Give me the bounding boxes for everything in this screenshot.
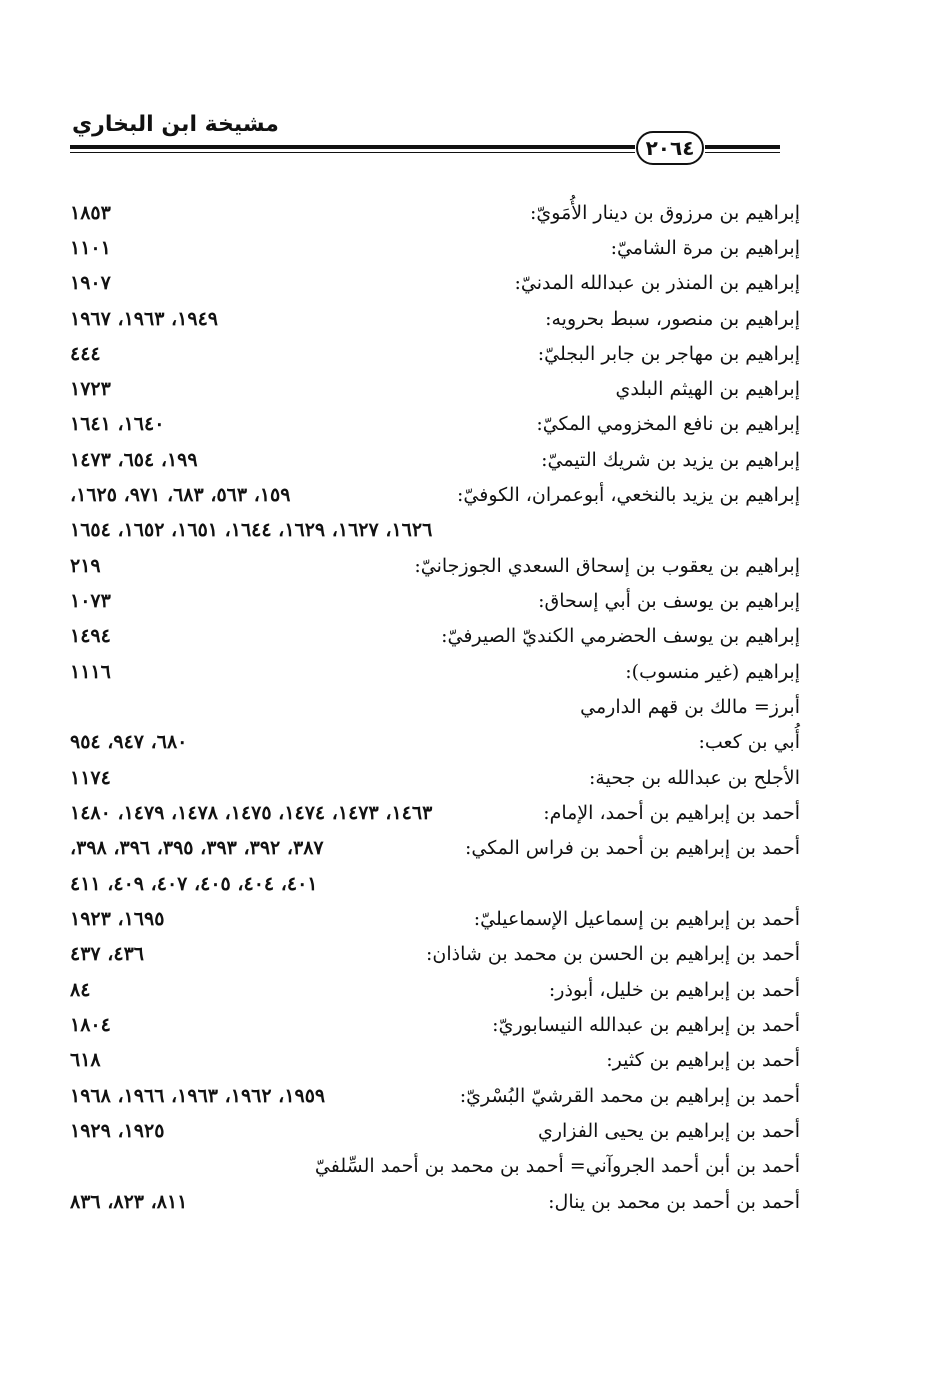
entry-name: إبراهيم بن يزيد بالنخعي، أبوعمران، الكوفيّ:: [457, 484, 800, 506]
index-entry: [70, 1113, 800, 1149]
entry-name: أحمد بن أحمد بن محمد بن ينال:: [548, 1191, 800, 1213]
entry-refs: ١١٠١: [70, 237, 111, 259]
index-entry: [70, 654, 800, 690]
entry-name: أحمد بن إبراهيم بن كثير:: [606, 1049, 800, 1071]
index-entry: [70, 1148, 800, 1184]
index-entry: [70, 336, 800, 372]
index-entry: [70, 689, 800, 725]
index-entry: [70, 1078, 800, 1114]
entry-refs: ٢١٩: [70, 555, 101, 577]
entry-refs: ٦٨٠، ٩٤٧، ٩٥٤: [70, 731, 188, 753]
index-entry: [70, 442, 800, 478]
index-entry: [70, 548, 800, 584]
index-entry-continuation: [70, 512, 800, 548]
entry-name: الأجلح بن عبدالله بن جحية:: [589, 767, 800, 789]
index-entry: [70, 265, 800, 301]
index-entry: [70, 972, 800, 1008]
entry-refs: ٨١١، ٨٢٣، ٨٣٦: [70, 1191, 188, 1213]
index-entry: [70, 936, 800, 972]
entry-refs: ١٩٤٩، ١٩٦٣، ١٩٦٧: [70, 308, 218, 330]
entry-refs: ١٨٥٣: [70, 202, 111, 224]
entry-name: أحمد بن إبراهيم بن إسماعيل الإسماعيليّ:: [473, 908, 800, 930]
entry-refs: ١٥٩، ٥٦٣، ٦٨٣، ٩٧١، ١٦٢٥،: [70, 484, 291, 506]
entry-refs: ٨٤: [70, 979, 91, 1001]
entry-refs: ٦١٨: [70, 1049, 101, 1071]
entry-refs: ١١٧٤: [70, 767, 111, 789]
entry-refs: ١٦٩٥، ١٩٢٣: [70, 908, 165, 930]
header-rule-left-thin: [70, 152, 635, 153]
entry-refs: ١٩٠٧: [70, 272, 111, 294]
index-entry: [70, 301, 800, 337]
index-entry: [70, 583, 800, 619]
entry-refs: ١٠٧٣: [70, 590, 111, 612]
entry-refs: ١٦٤٠، ١٦٤١: [70, 413, 165, 435]
index-entry: [70, 371, 800, 407]
running-title: مشيخة ابن البخاري: [72, 112, 279, 137]
entry-refs: ١٨٠٤: [70, 1014, 111, 1036]
entry-refs: ٤٠١، ٤٠٤، ٤٠٥، ٤٠٧، ٤٠٩، ٤١١: [70, 873, 318, 895]
index-entry: [70, 795, 800, 831]
entry-name: أحمد بن إبراهيم بن يحيى الفزاري: [537, 1120, 800, 1142]
entry-refs: ٤٤٤: [70, 343, 101, 365]
entry-name: أُبي بن كعب:: [698, 731, 800, 753]
header-rule-right: [705, 145, 780, 149]
index-entry: [70, 230, 800, 266]
entry-name: أبرز= مالك بن قهم الدارمي: [580, 696, 800, 718]
entry-name: إبراهيم بن يوسف الحضرمي الكنديّ الصيرفيّ:: [441, 625, 800, 647]
entry-refs: ١١١٦: [70, 661, 111, 683]
entry-name: إبراهيم بن يزيد بن شريك التيميّ:: [541, 449, 800, 471]
header-rule-right-thin: [705, 152, 780, 153]
index-entry: [70, 901, 800, 937]
index-entry: [70, 618, 800, 654]
entry-refs: ٤٣٦، ٤٣٧: [70, 943, 144, 965]
entry-refs: ١٤٩٤: [70, 625, 111, 647]
index-entry: [70, 830, 800, 866]
index-entry: [70, 406, 800, 442]
entry-refs: ٣٨٧، ٣٩٢، ٣٩٣، ٣٩٥، ٣٩٦، ٣٩٨،: [70, 837, 324, 859]
entry-name: إبراهيم بن الهيثم البلدي: [615, 378, 800, 400]
entry-name: إبراهيم بن مرة الشاميّ:: [610, 237, 800, 259]
page-number: ٢٠٦٤: [636, 131, 704, 165]
entry-name: إبراهيم بن يوسف بن أبي إسحاق:: [538, 590, 800, 612]
entry-name: إبراهيم بن مرزوق بن دينار الأُمَويّ:: [529, 202, 800, 224]
index-entry: [70, 760, 800, 796]
index-entry: [70, 477, 800, 513]
entry-refs: ١٦٢٦، ١٦٢٧، ١٦٢٩، ١٦٤٤، ١٦٥١، ١٦٥٢، ١٦٥٤: [70, 519, 433, 541]
index-entry: [70, 1007, 800, 1043]
entry-name: إبراهيم بن نافع المخزومي المكيّ:: [536, 413, 800, 435]
entry-name: إبراهيم (غير منسوب):: [625, 661, 800, 683]
entry-name: أحمد بن إبراهيم بن الحسن بن محمد بن شاذان:: [426, 943, 800, 965]
entry-refs: ١٩٩، ٦٥٤، ١٤٧٣: [70, 449, 198, 471]
index-entry-continuation: [70, 866, 800, 902]
entry-name: إبراهيم بن مهاجر بن جابر البجليّ:: [537, 343, 800, 365]
entry-name: إبراهيم بن يعقوب بن إسحاق السعدي الجوزجانيّ:: [414, 555, 800, 577]
index-entry: [70, 724, 800, 760]
entry-name: أحمد بن إبراهيم بن عبدالله النيسابوريّ:: [492, 1014, 800, 1036]
entry-name: أحمد بن أبن أحمد الجروآني= أحمد بن محمد بن أحمد السِّلفيّ: [314, 1155, 800, 1177]
entry-refs: ١٩٥٩، ١٩٦٢، ١٩٦٣، ١٩٦٦، ١٩٦٨: [70, 1085, 326, 1107]
entry-name: أحمد بن إبراهيم بن خليل، أبوذر:: [548, 979, 800, 1001]
entry-refs: ١٤٦٣، ١٤٧٣، ١٤٧٤، ١٤٧٥، ١٤٧٨، ١٤٧٩، ١٤٨٠: [70, 802, 433, 824]
entry-name: أحمد بن إبراهيم بن أحمد بن فراس المكي:: [464, 837, 800, 859]
index-entry: [70, 1184, 800, 1220]
entry-refs: ١٩٢٥، ١٩٢٩: [70, 1120, 165, 1142]
entry-name: إبراهيم بن المنذر بن عبدالله المدنيّ:: [514, 272, 800, 294]
index-entry: [70, 1042, 800, 1078]
entry-name: أحمد بن إبراهيم بن محمد القرشيّ البُسْريّ:: [459, 1085, 800, 1107]
entry-name: أحمد بن إبراهيم بن أحمد، الإمام:: [543, 802, 800, 824]
entry-name: إبراهيم بن منصور، سبط بحرويه:: [545, 308, 800, 330]
entry-refs: ١٧٢٣: [70, 378, 111, 400]
header-rule-left: [70, 145, 635, 149]
index-entry: [70, 195, 800, 231]
